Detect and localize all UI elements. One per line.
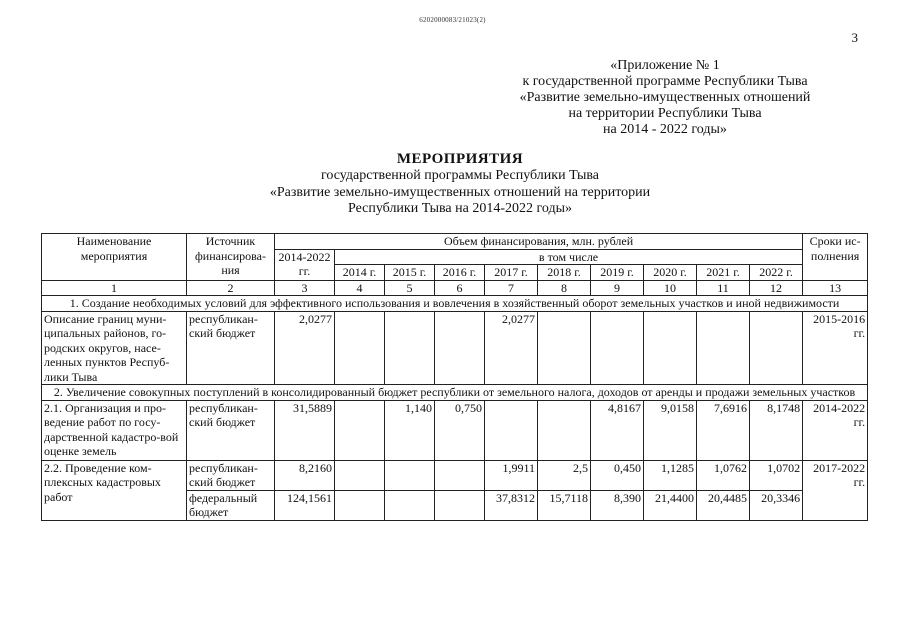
header-year: 2018 г. [538,265,591,281]
terms-cell: 2015-2016 гг. [803,311,868,385]
value-cell: 7,6916 [697,400,750,460]
value-cell: 8,1748 [750,400,803,460]
value-cell [485,400,538,460]
subtitle-line: Республики Тыва на 2014-2022 годы» [347,201,573,216]
header-total: 2014-2022 гг. [275,249,335,280]
column-number: 5 [385,280,435,296]
header-year: 2022 г. [750,265,803,281]
value-cell: 1,1285 [644,460,697,490]
value-cell: 15,7118 [538,490,591,520]
value-cell: 124,1561 [275,490,335,520]
column-number: 1 [42,280,187,296]
terms-cell: 2014-2022 гг. [803,400,868,460]
value-cell [435,460,485,490]
value-cell: 4,8167 [591,400,644,460]
column-number: 6 [435,280,485,296]
page-number: 3 [851,30,858,45]
table-row [42,400,868,460]
value-cell: 2,0277 [485,311,538,385]
terms-cell: 2017-2022 гг. [803,460,868,520]
column-number: 7 [485,280,538,296]
value-cell: 20,3346 [750,490,803,520]
measure-name: 2.2. Проведение ком-плексных кадастровых работ [42,460,187,520]
appendix-line: на территории Республики Тыва [568,106,762,121]
section-row [42,385,868,401]
value-cell [335,311,385,385]
column-number: 8 [538,280,591,296]
column-number: 10 [644,280,697,296]
value-cell: 2,0277 [275,311,335,385]
header-year: 2014 г. [335,265,385,281]
appendix-line: «Развитие земельно-имущественных отношений [519,90,811,105]
section-row [42,296,868,312]
header-year: 2019 г. [591,265,644,281]
value-cell: 0,450 [591,460,644,490]
column-number: 4 [335,280,385,296]
value-cell: 8,2160 [275,460,335,490]
column-number: 3 [275,280,335,296]
subtitle-line: «Развитие земельно-имущественных отношений на территории [269,184,651,200]
header-name: Наименование мероприятия [42,234,187,281]
value-cell: 8,390 [591,490,644,520]
value-cell: 20,4485 [697,490,750,520]
table-row [42,311,868,385]
section-1-title: 1. Создание необходимых условий для эффективного использования и вовлечения в хозяйственный оборот земельных участков и иной недвижимости [42,296,868,312]
appendix-line: на 2014 - 2022 годы» [603,122,727,137]
appendix-line: к государственной программе Республики Тыва [522,74,808,89]
value-cell [385,490,435,520]
header-row [42,234,868,250]
value-cell: 0,750 [435,400,485,460]
header-volume: Объем финансирования, млн. рублей [275,234,803,250]
header-year: 2020 г. [644,265,697,281]
measure-name: Описание границ муни-ципальных районов, го-родских округов, насе-ленных пунктов Респуб-лики Тыва [42,311,187,385]
document-code: 6202000083/21023(2) [419,16,486,24]
column-number: 9 [591,280,644,296]
value-cell: 2,5 [538,460,591,490]
value-cell: 9,0158 [644,400,697,460]
funding-source: республикан-ский бюджет [187,400,275,460]
value-cell: 31,5889 [275,400,335,460]
header-year: 2017 г. [485,265,538,281]
column-number: 13 [803,280,868,296]
header-year: 2015 г. [385,265,435,281]
value-cell [335,490,385,520]
document-title: МЕРОПРИЯТИЯ [396,151,524,167]
appendix-line: «Приложение № 1 [610,58,720,73]
header-source: Источник финансирова-ния [187,234,275,281]
value-cell: 1,0762 [697,460,750,490]
document-heading [190,150,730,218]
subtitle-line: государственной программы Республики Тыва [321,168,599,183]
value-cell [591,311,644,385]
value-cell: 37,8312 [485,490,538,520]
column-numbers-row [42,280,868,296]
header-including: в том числе [335,249,803,265]
value-cell: 1,9911 [485,460,538,490]
value-cell [538,311,591,385]
measures-table [41,233,868,521]
value-cell [385,460,435,490]
value-cell [697,311,750,385]
appendix-note [485,58,845,138]
header-year: 2016 г. [435,265,485,281]
value-cell [435,311,485,385]
value-cell: 21,4400 [644,490,697,520]
table-row [42,460,868,490]
header-terms: Сроки ис-полнения [803,234,868,281]
value-cell [335,460,385,490]
value-cell: 1,0702 [750,460,803,490]
funding-source: республикан-ский бюджет [187,460,275,490]
column-number: 2 [187,280,275,296]
value-cell [538,400,591,460]
measure-name: 2.1. Организация и про-ведение работ по госу-дарственной кадастро-вой оценке земель [42,400,187,460]
value-cell [385,311,435,385]
value-cell [750,311,803,385]
funding-source: республикан-ский бюджет [187,311,275,385]
section-2-title: 2. Увеличение совокупных поступлений в консолидированный бюджет республики от земельного налога, доходов от аренды и продажи земельных участков [42,385,868,401]
value-cell [644,311,697,385]
funding-source: федеральный бюджет [187,490,275,520]
column-number: 11 [697,280,750,296]
value-cell: 1,140 [385,400,435,460]
value-cell [335,400,385,460]
column-number: 12 [750,280,803,296]
value-cell [435,490,485,520]
header-year: 2021 г. [697,265,750,281]
